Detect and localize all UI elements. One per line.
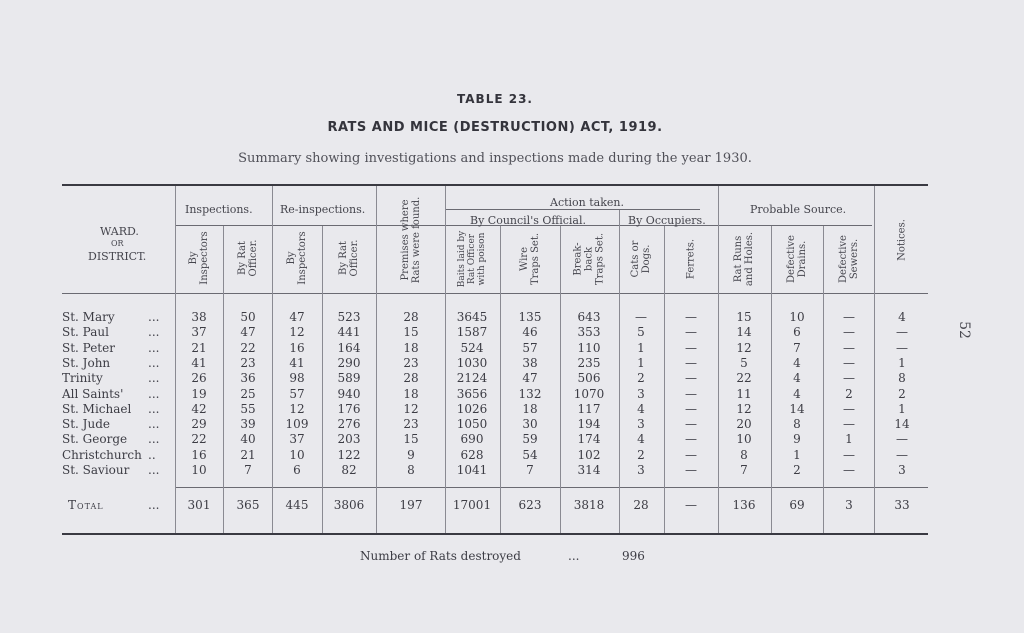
col-divider bbox=[272, 186, 273, 533]
table-cell: 506 bbox=[577, 371, 601, 386]
ward-name: St. Saviour bbox=[62, 463, 130, 477]
table-cell: — bbox=[843, 340, 855, 355]
col-divider bbox=[619, 210, 620, 533]
table-cell: 15 bbox=[403, 325, 419, 340]
table-cell: 441 bbox=[337, 325, 361, 340]
table-cell: 21 bbox=[240, 447, 256, 462]
table-cell: 628 bbox=[460, 447, 484, 462]
header-inspections: Inspections. bbox=[185, 203, 253, 216]
table-cell: 57 bbox=[289, 386, 305, 401]
table-cell: 18 bbox=[403, 386, 419, 401]
table-cell: 109 bbox=[285, 417, 309, 432]
col-divider bbox=[322, 226, 323, 533]
header-ferrets: Ferrets. bbox=[685, 238, 697, 280]
summary-caption: Summary showing investigations and inspections made during the year 1930. bbox=[238, 151, 752, 166]
table-cell: 12 bbox=[403, 401, 419, 416]
table-cell: — bbox=[685, 447, 697, 462]
total-cell: — bbox=[685, 498, 697, 512]
ward-name: St. John bbox=[62, 355, 111, 370]
table-cell: 4 bbox=[793, 355, 801, 370]
col-divider bbox=[500, 226, 501, 533]
table-cell: 22 bbox=[736, 371, 752, 386]
col-divider bbox=[874, 186, 875, 533]
table-cell: 28 bbox=[403, 310, 419, 324]
table-cell: — bbox=[685, 371, 697, 386]
table-cell: 2124 bbox=[456, 371, 488, 386]
table-cell: 102 bbox=[577, 447, 601, 462]
table-cell: 1 bbox=[637, 355, 645, 370]
ward-name: St. Jude bbox=[62, 417, 110, 432]
header-probable-source: Probable Source. bbox=[750, 203, 847, 216]
header-premises: Premises where Rats were found. bbox=[400, 196, 422, 284]
ward-name: St. Paul bbox=[62, 325, 109, 340]
table-cell: 203 bbox=[337, 432, 361, 447]
table-cell: 82 bbox=[341, 463, 357, 477]
table-cell: 10 bbox=[736, 432, 752, 447]
table-cell: — bbox=[896, 432, 908, 447]
table-cell: 290 bbox=[337, 355, 361, 370]
footer-label: Number of Rats destroyed bbox=[360, 549, 521, 563]
leader-dots: ... bbox=[148, 340, 160, 355]
table-cell: 14 bbox=[894, 417, 910, 432]
table-cell: 47 bbox=[522, 371, 538, 386]
table-cell: 1 bbox=[898, 401, 906, 416]
table-cell: — bbox=[843, 463, 855, 477]
table-cell: 643 bbox=[577, 310, 601, 324]
leader-dots: ... bbox=[148, 325, 160, 340]
table-cell: 4 bbox=[793, 371, 801, 386]
total-cell: 197 bbox=[399, 498, 423, 512]
table-cell: 1026 bbox=[456, 401, 488, 416]
table-cell: 23 bbox=[403, 417, 419, 432]
table-cell: — bbox=[843, 310, 855, 324]
header-by-council: By Council's Official. bbox=[470, 214, 586, 227]
table-cell: 26 bbox=[191, 371, 207, 386]
header-re-by-rat-officer: By Rat Officer. bbox=[338, 239, 360, 277]
table-cell: 8 bbox=[898, 371, 906, 386]
table-cell: — bbox=[685, 463, 697, 477]
table-cell: 14 bbox=[736, 325, 752, 340]
total-cell: 3818 bbox=[573, 498, 605, 512]
table-cell: 15 bbox=[403, 432, 419, 447]
act-title: RATS AND MICE (DESTRUCTION) ACT, 1919. bbox=[327, 120, 663, 135]
table-cell: 122 bbox=[337, 447, 361, 462]
table-cell: — bbox=[685, 325, 697, 340]
header-by-occupiers: By Occupiers. bbox=[628, 214, 706, 227]
leader-dots: .. bbox=[148, 447, 156, 462]
table-cell: 57 bbox=[522, 340, 538, 355]
table-cell: 22 bbox=[191, 432, 207, 447]
table-cell: 25 bbox=[240, 386, 256, 401]
table-cell: 23 bbox=[403, 355, 419, 370]
table-cell: 28 bbox=[403, 371, 419, 386]
col-divider bbox=[560, 226, 561, 533]
total-cell: 33 bbox=[894, 498, 910, 512]
table-cell: 1587 bbox=[456, 325, 488, 340]
table-cell: 110 bbox=[577, 340, 601, 355]
table-cell: 1050 bbox=[456, 417, 488, 432]
header-sewers: Defective Sewers. bbox=[838, 235, 860, 283]
table-cell: 1 bbox=[793, 447, 801, 462]
table-cell: — bbox=[896, 340, 908, 355]
table-cell: — bbox=[685, 310, 697, 324]
table-cell: 1070 bbox=[573, 386, 605, 401]
leader-dots: ... bbox=[148, 355, 160, 370]
table-cell: 523 bbox=[337, 310, 361, 324]
table-cell: 15 bbox=[736, 310, 752, 324]
page-number: 52 bbox=[955, 321, 972, 339]
table-top-rule bbox=[62, 184, 928, 186]
col-divider bbox=[223, 226, 224, 533]
table-cell: 3 bbox=[637, 417, 645, 432]
table-cell: 940 bbox=[337, 386, 361, 401]
table-number: TABLE 23. bbox=[457, 92, 533, 106]
table-cell: — bbox=[843, 447, 855, 462]
ward-name: St. Mary bbox=[62, 310, 115, 324]
table-cell: 2 bbox=[637, 447, 645, 462]
table-cell: 39 bbox=[240, 417, 256, 432]
table-cell: 5 bbox=[637, 325, 645, 340]
footer-dots: ... bbox=[568, 549, 580, 563]
total-cell: 28 bbox=[633, 498, 649, 512]
table-cell: 9 bbox=[407, 447, 415, 462]
table-cell: 314 bbox=[577, 463, 601, 477]
table-cell: — bbox=[843, 325, 855, 340]
table-cell: 37 bbox=[191, 325, 207, 340]
table-cell: 1030 bbox=[456, 355, 488, 370]
table-cell: 3656 bbox=[456, 386, 488, 401]
leader-dots: ... bbox=[148, 386, 160, 401]
action-rule bbox=[446, 209, 700, 210]
table-cell: 47 bbox=[289, 310, 305, 324]
table-cell: 4 bbox=[793, 386, 801, 401]
table-cell: 12 bbox=[289, 325, 305, 340]
total-top-rule bbox=[176, 487, 928, 488]
header-wire-traps: Wire Traps Set. bbox=[519, 232, 541, 286]
table-cell: 194 bbox=[577, 417, 601, 432]
table-cell: 1 bbox=[845, 432, 853, 447]
table-cell: 353 bbox=[577, 325, 601, 340]
table-cell: 23 bbox=[240, 355, 256, 370]
table-cell: 20 bbox=[736, 417, 752, 432]
table-cell: 589 bbox=[337, 371, 361, 386]
header-district: DISTRICT. bbox=[88, 250, 147, 263]
ward-name: Christchurch bbox=[62, 447, 142, 462]
table-cell: — bbox=[843, 417, 855, 432]
total-cell: 17001 bbox=[452, 498, 492, 512]
table-cell: 10 bbox=[289, 447, 305, 462]
table-cell: — bbox=[685, 417, 697, 432]
total-cell: 69 bbox=[789, 498, 805, 512]
table-cell: — bbox=[896, 325, 908, 340]
total-cell: 623 bbox=[518, 498, 542, 512]
ward-name: St. Peter bbox=[62, 340, 115, 355]
total-cell: 365 bbox=[236, 498, 260, 512]
total-cell: 3 bbox=[845, 498, 853, 512]
table-cell: 16 bbox=[289, 340, 305, 355]
table-cell: 4 bbox=[898, 310, 906, 324]
table-bottom-rule bbox=[62, 533, 928, 535]
table-cell: — bbox=[843, 355, 855, 370]
table-cell: — bbox=[635, 310, 647, 324]
table-cell: 8 bbox=[740, 447, 748, 462]
table-cell: — bbox=[896, 447, 908, 462]
header-by-inspectors: By Inspectors bbox=[188, 231, 210, 285]
table-cell: 16 bbox=[191, 447, 207, 462]
col-divider bbox=[175, 186, 176, 533]
table-cell: 117 bbox=[577, 401, 601, 416]
table-cell: 7 bbox=[793, 340, 801, 355]
header-cats-dogs: Cats or Dogs. bbox=[630, 240, 652, 278]
table-cell: 690 bbox=[460, 432, 484, 447]
table-cell: 3 bbox=[898, 463, 906, 477]
table-cell: 30 bbox=[522, 417, 538, 432]
table-cell: 7 bbox=[526, 463, 534, 477]
header-reinspections: Re-inspections. bbox=[280, 203, 366, 216]
table-cell: 1 bbox=[898, 355, 906, 370]
header-drains: Defective Drains. bbox=[786, 235, 808, 283]
table-cell: — bbox=[843, 401, 855, 416]
table-cell: 41 bbox=[191, 355, 207, 370]
table-cell: 12 bbox=[736, 401, 752, 416]
leader-dots: ... bbox=[148, 463, 160, 477]
leader-dots: ... bbox=[148, 432, 160, 447]
total-cell: 445 bbox=[285, 498, 309, 512]
col-divider bbox=[823, 226, 824, 533]
table-cell: 38 bbox=[522, 355, 538, 370]
leader-dots: ... bbox=[148, 371, 160, 386]
table-cell: 174 bbox=[577, 432, 601, 447]
table-cell: — bbox=[685, 340, 697, 355]
table-cell: 54 bbox=[522, 447, 538, 462]
leader-dots: ... bbox=[148, 417, 160, 432]
table-cell: 14 bbox=[789, 401, 805, 416]
table-cell: 12 bbox=[289, 401, 305, 416]
table-cell: 19 bbox=[191, 386, 207, 401]
total-cell: 3806 bbox=[333, 498, 365, 512]
col-divider bbox=[664, 226, 665, 533]
table-cell: 276 bbox=[337, 417, 361, 432]
table-cell: 10 bbox=[191, 463, 207, 477]
total-cell: 301 bbox=[187, 498, 211, 512]
table-cell: 524 bbox=[460, 340, 484, 355]
table-cell: 235 bbox=[577, 355, 601, 370]
table-cell: 6 bbox=[293, 463, 301, 477]
col-divider bbox=[718, 186, 719, 533]
table-cell: 18 bbox=[522, 401, 538, 416]
table-cell: 1 bbox=[637, 340, 645, 355]
header-notices: Notices. bbox=[896, 219, 908, 261]
table-cell: 40 bbox=[240, 432, 256, 447]
table-cell: 7 bbox=[740, 463, 748, 477]
table-cell: 37 bbox=[289, 432, 305, 447]
header-baits: Baits laid by Rat Officer with poison bbox=[457, 230, 487, 288]
table-cell: 46 bbox=[522, 325, 538, 340]
header-rat-runs: Rat Runs and Holes. bbox=[733, 231, 755, 287]
leader-dots: ... bbox=[148, 498, 160, 512]
table-cell: 3 bbox=[637, 463, 645, 477]
table-cell: 9 bbox=[793, 432, 801, 447]
header-or: OR bbox=[111, 239, 124, 248]
header-bottom-rule bbox=[62, 293, 928, 294]
table-cell: 2 bbox=[793, 463, 801, 477]
header-re-by-inspectors: By Inspectors bbox=[286, 231, 308, 285]
table-cell: 41 bbox=[289, 355, 305, 370]
col-divider bbox=[445, 186, 446, 533]
table-cell: 21 bbox=[191, 340, 207, 355]
table-cell: 2 bbox=[898, 386, 906, 401]
table-cell: 11 bbox=[736, 386, 752, 401]
table-cell: 50 bbox=[240, 310, 256, 324]
table-cell: 42 bbox=[191, 401, 207, 416]
table-cell: — bbox=[685, 355, 697, 370]
table-cell: 4 bbox=[637, 401, 645, 416]
table-cell: 2 bbox=[845, 386, 853, 401]
table-cell: 98 bbox=[289, 371, 305, 386]
table-cell: 3 bbox=[637, 386, 645, 401]
table-cell: 4 bbox=[637, 432, 645, 447]
table-cell: 36 bbox=[240, 371, 256, 386]
col-divider bbox=[376, 186, 377, 533]
table-cell: 135 bbox=[518, 310, 542, 324]
table-cell: — bbox=[843, 371, 855, 386]
table-cell: 6 bbox=[793, 325, 801, 340]
table-cell: 55 bbox=[240, 401, 256, 416]
table-cell: 5 bbox=[740, 355, 748, 370]
table-cell: 22 bbox=[240, 340, 256, 355]
table-cell: 12 bbox=[736, 340, 752, 355]
table-cell: 38 bbox=[191, 310, 207, 324]
table-cell: 29 bbox=[191, 417, 207, 432]
ward-name: St. Michael bbox=[62, 401, 132, 416]
leader-dots: ... bbox=[148, 401, 160, 416]
table-cell: 164 bbox=[337, 340, 361, 355]
header-ward: WARD. bbox=[100, 225, 139, 238]
table-cell: 3645 bbox=[456, 310, 488, 324]
table-cell: 132 bbox=[518, 386, 542, 401]
ward-name: Trinity bbox=[62, 371, 103, 386]
header-by-rat-officer: By Rat Officer. bbox=[237, 239, 259, 277]
table-cell: — bbox=[685, 432, 697, 447]
table-cell: — bbox=[685, 386, 697, 401]
header-action-taken: Action taken. bbox=[550, 196, 624, 209]
table-cell: 59 bbox=[522, 432, 538, 447]
table-cell: 2 bbox=[637, 371, 645, 386]
total-cell: 136 bbox=[732, 498, 756, 512]
table-cell: 1041 bbox=[456, 463, 488, 477]
table-cell: 47 bbox=[240, 325, 256, 340]
col-divider bbox=[771, 226, 772, 533]
table-cell: 18 bbox=[403, 340, 419, 355]
header-breakback: Break-back Traps Set. bbox=[572, 232, 606, 286]
table-cell: 10 bbox=[789, 310, 805, 324]
leader-dots: ... bbox=[148, 310, 160, 324]
table-cell: 8 bbox=[407, 463, 415, 477]
table-cell: 7 bbox=[244, 463, 252, 477]
table-cell: — bbox=[685, 401, 697, 416]
total-label: Total bbox=[68, 498, 104, 512]
ward-name: All Saints' bbox=[62, 386, 124, 401]
table-cell: 8 bbox=[793, 417, 801, 432]
table-cell: 176 bbox=[337, 401, 361, 416]
ward-name: St. George bbox=[62, 432, 128, 447]
footer-rats-destroyed bbox=[360, 549, 645, 563]
footer-value: 996 bbox=[622, 549, 645, 563]
